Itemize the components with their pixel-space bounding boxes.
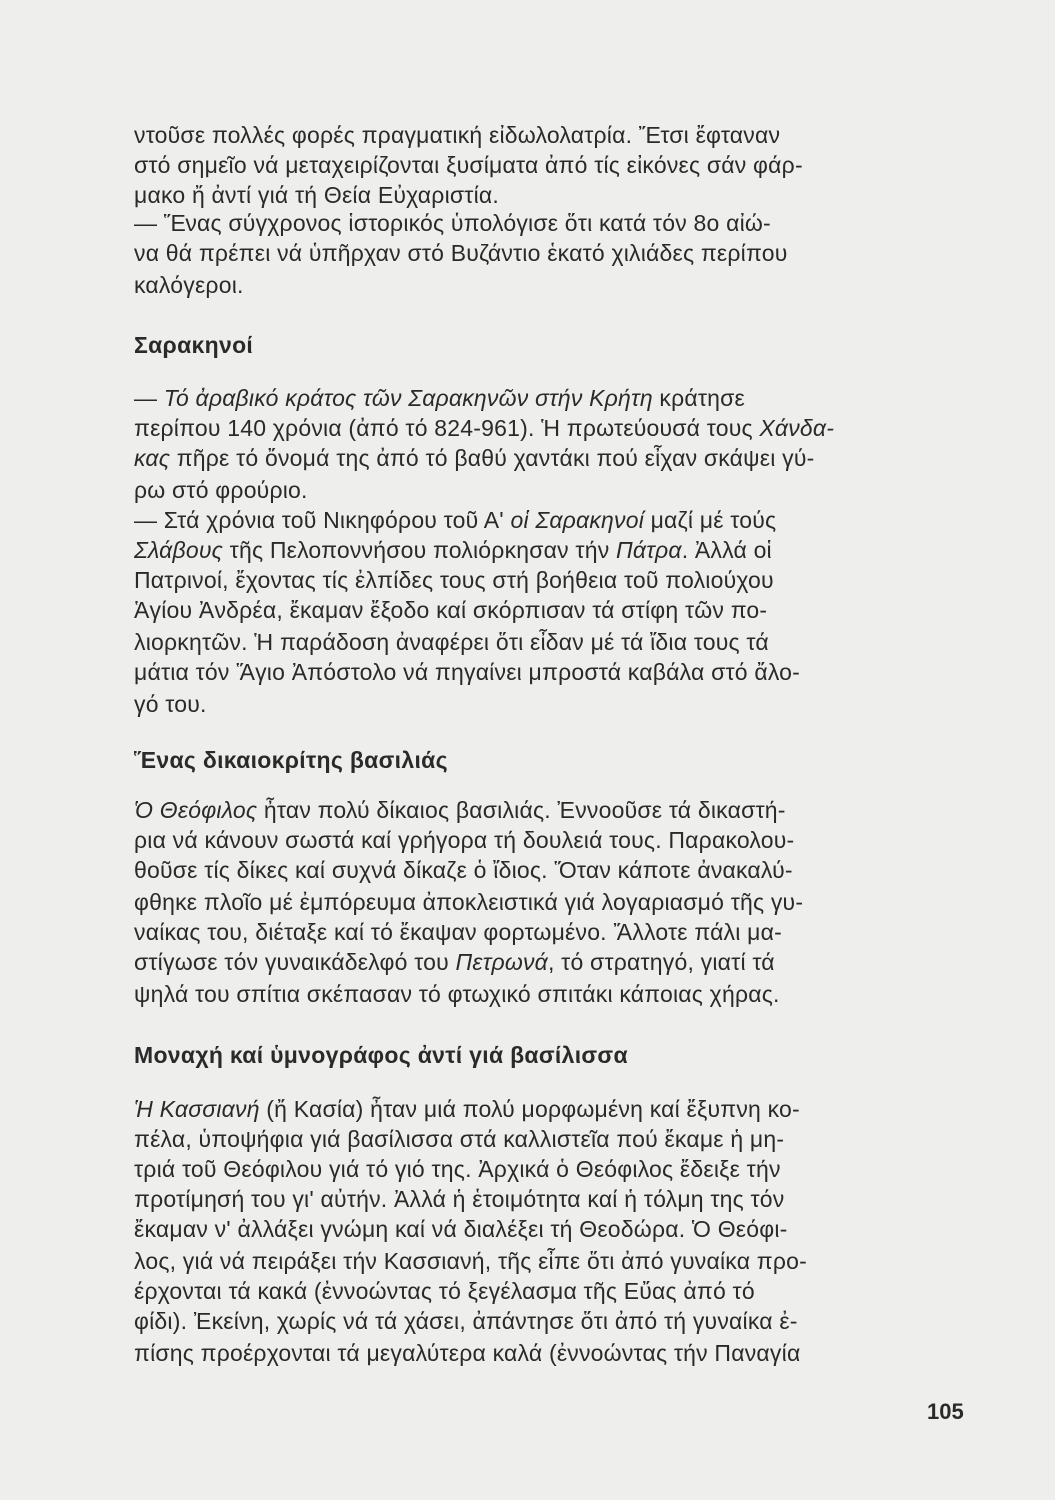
text-run: — Στά χρόνια τοῦ Νικηφόρου τοῦ Α' [134, 507, 511, 533]
text-run: ἔκαμαν ν' ἀλλάξει γνώμη καί νά διαλέξει τή Θεοδώρα. Ὁ Θεόφι- [134, 1216, 788, 1242]
text-run: καλόγεροι. [134, 272, 244, 298]
text-run: , τό στρατηγό, γιατί τά [548, 949, 775, 975]
text-run: ναίκας του, διέταξε καί τό ἔκαψαν φορτωμένο. Ἄλλοτε πάλι μα- [134, 919, 782, 945]
text-line [134, 1276, 934, 1306]
text-run: μακο ἤ ἀντί γιά τή Θεία Εὐχαριστία. [134, 182, 499, 208]
text-run: — [134, 385, 164, 411]
text-run: πῆρε τό ὄνομά της ἀπό τό βαθύ χαντάκι πού εἶχαν σκάψει γύ- [170, 445, 815, 471]
text-run: κράτησε [652, 385, 745, 411]
italic-name: Ἡ Κασσιανή [134, 1096, 260, 1122]
text-line [134, 947, 934, 977]
section-heading: Σαρακηνοί [134, 332, 254, 358]
text-run: ἦταν πολύ δίκαιος βασιλιάς. Ἐννοοῦσε τά δικαστή- [257, 797, 786, 823]
text-line [134, 475, 934, 505]
text-line [134, 1184, 934, 1214]
text-run: ρω στό φρούριο. [134, 477, 308, 503]
text-line [134, 180, 934, 210]
text-line [134, 825, 934, 855]
text-run: λιορκητῶν. Ἡ παράδοση ἀναφέρει ὅτι εἶδαν μέ τά ἴδια τους τά [134, 629, 769, 655]
text-line [134, 1306, 934, 1336]
text-run: (ἤ Κασία) ἦταν μιά πολύ μορφωμένη καί ἔξυπνη κο- [259, 1096, 800, 1122]
text-line [134, 627, 934, 657]
text-run: προτίμησή του γι' αὐτήν. Ἀλλά ἡ ἑτοιμότητα καί ἡ τόλμη της τόν [134, 1186, 785, 1212]
text-line [134, 1338, 934, 1368]
text-line [134, 1214, 934, 1244]
text-run: τῆς Πελοποννήσου πολιόρκησαν τήν [223, 537, 617, 563]
text-run: τριά τοῦ Θεόφιλου γιά τό γιό της. Ἀρχικά ὁ Θεόφιλος ἔδειξε τήν [134, 1156, 781, 1182]
text-run: ντοῦσε πολλές φορές πραγματική εἰδωλολατρία. Ἔτσι ἔφταναν [134, 122, 781, 148]
text-line [134, 270, 934, 300]
text-run: μάτια τόν Ἅγιο Ἀπόστολο νά πηγαίνει μπροστά καβάλα στό ἄλο- [134, 659, 801, 685]
text-line [134, 443, 934, 473]
text-line [134, 120, 934, 150]
text-line [134, 383, 934, 413]
text-line [134, 535, 934, 565]
text-line [134, 1246, 934, 1276]
italic-name: Πάτρα [616, 537, 682, 563]
italic-name: Ὁ Θεόφιλος [134, 797, 258, 823]
text-line [134, 1124, 934, 1154]
italic-name: Χάνδα- [759, 415, 835, 441]
page-number: 105 [927, 1399, 964, 1424]
text-line [134, 855, 934, 885]
text-run: Ἁγίου Ἀνδρέα, ἔκαμαν ἔξοδο καί σκόρπισαν τά στίφη τῶν πο- [134, 597, 768, 623]
text-run: πίσης προέρχονται τά μεγαλύτερα καλά (ἐννοώντας τήν Παναγία [134, 1340, 801, 1366]
text-line [134, 505, 934, 535]
text-line [134, 657, 934, 687]
text-run: να θά πρέπει νά ὑπῆρχαν στό Βυζάντιο ἑκατό χιλιάδες περίπου [134, 240, 788, 266]
italic-name: οἱ Σαρακηνοί [510, 507, 645, 533]
text-run: γό του. [134, 691, 207, 717]
text-line [134, 979, 934, 1009]
text-run: ψηλά του σπίτια σκέπασαν τό φτωχικό σπιτάκι κάποιας χήρας. [134, 981, 780, 1007]
text-run: . Ἀλλά οἱ [681, 537, 772, 563]
section-heading: Ἕνας δικαιοκρίτης βασιλιάς [134, 747, 448, 773]
text-run: στίγωσε τόν γυναικάδελφό του [134, 949, 456, 975]
text-run: λος, γιά νά πειράξει τήν Κασσιανή, τῆς εἶπε ὅτι ἀπό γυναίκα προ- [134, 1248, 807, 1274]
text-run: περίπου 140 χρόνια (ἀπό τό 824-961). Ἡ πρωτεύουσά τους [134, 415, 760, 441]
text-run: μαζί μέ τούς [644, 507, 777, 533]
text-line [134, 917, 934, 947]
text-line [134, 1094, 934, 1124]
italic-name: Πετρωνά [455, 949, 548, 975]
italic-name: Τό ἀραβικό κράτος τῶν Σαρακηνῶν στήν Κρήτη [163, 385, 653, 411]
text-line [134, 1154, 934, 1184]
text-line [134, 887, 934, 917]
text-line [134, 238, 934, 268]
text-run: ρια νά κάνουν σωστά καί γρήγορα τή δουλειά τους. Παρακολου- [134, 827, 795, 853]
text-run: θοῦσε τίς δίκες καί συχνά δίκαζε ὁ ἴδιος. Ὅταν κάποτε ἀνακαλύ- [134, 857, 793, 883]
text-line [134, 595, 934, 625]
text-run: πέλα, ὑποψήφια γιά βασίλισσα στά καλλιστεῖα πού ἔκαμε ἡ μη- [134, 1126, 785, 1152]
text-line [134, 795, 934, 825]
italic-name: Σλάβους [134, 537, 224, 563]
text-run: φθηκε πλοῖο μέ ἐμπόρευμα ἀποκλειστικά γιά λογαριασμό τῆς γυ- [134, 889, 804, 915]
text-run: φίδι). Ἐκείνη, χωρίς νά τά χάσει, ἀπάντησε ὅτι ἀπό τή γυναίκα ἐ- [134, 1308, 798, 1334]
text-line [134, 150, 934, 180]
text-run: στό σημεῖο νά μεταχειρίζονται ξυσίματα ἀπό τίς εἰκόνες σάν φάρ- [134, 152, 803, 178]
italic-name: κας [134, 445, 171, 471]
section-heading: Μοναχή καί ὑμνογράφος ἀντί γιά βασίλισσα [134, 1042, 628, 1068]
text-run: — Ἕνας σύγχρονος ἱστορικός ὑπολόγισε ὅτι κατά τόν 8ο αἰώ- [134, 210, 771, 236]
text-line [134, 208, 934, 238]
text-run: έρχονται τά κακά (ἐννοώντας τό ξεγέλασμα τῆς Εὔας ἀπό τό [134, 1278, 755, 1304]
text-run: Πατρινοί, ἔχοντας τίς ἐλπίδες τους στή βοήθεια τοῦ πολιούχου [134, 567, 774, 593]
text-line [134, 413, 934, 443]
text-line [134, 689, 934, 719]
text-line [134, 565, 934, 595]
